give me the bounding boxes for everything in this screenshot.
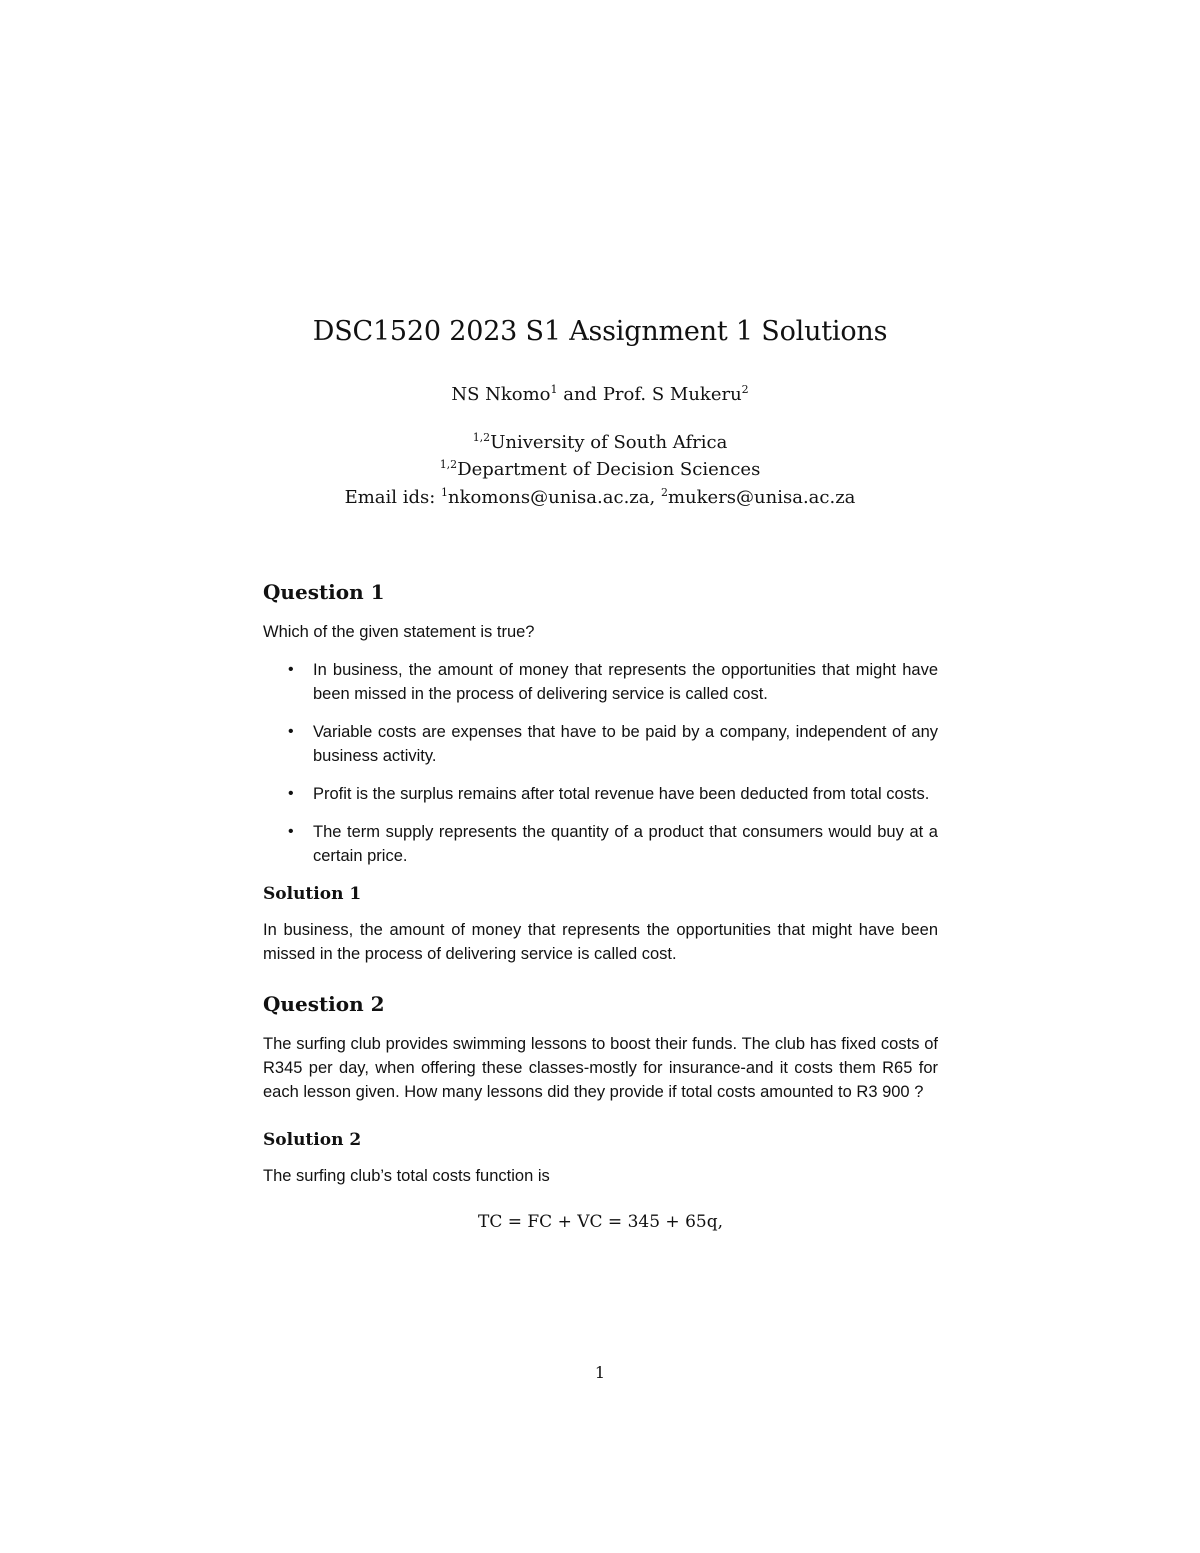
option-item: • In business, the amount of money that represents the opportunities that might have been missed in the process of delivering service is called cost. [313, 658, 938, 706]
email-1: nkomons@unisa.ac.za, [448, 487, 656, 508]
solution-1-heading: Solution 1 [263, 884, 362, 904]
email-line [0, 487, 1200, 508]
university-name: University of South Africa [490, 432, 728, 453]
email-label: Email ids: [344, 487, 442, 508]
author-2: Prof. S Mukeru [602, 384, 742, 405]
question-2-text: The surfing club provides swimming lessons to boost their funds. The club has fixed costs of R345 per day, when offering these classes-mostly for insurance-and it costs them R65 for each lesson given. How many lessons did they provide if total costs amounted to R3 900 ? [263, 1035, 938, 1101]
authors-and: and [557, 384, 603, 405]
page-number: 1 [594, 1363, 606, 1382]
affiliation-university [0, 432, 1200, 453]
department-name: Department of Decision Sciences [457, 459, 761, 480]
author-2-sup: 2 [741, 383, 749, 396]
question-1-options [263, 658, 938, 868]
document-body [263, 578, 938, 1234]
solution-2-text: The surfing club’s total costs function is [263, 1167, 550, 1185]
affil-sup-department: 1,2 [439, 458, 458, 471]
question-2-heading: Question 2 [263, 992, 385, 1016]
option-item: • The term supply represents the quantity of a product that consumers would buy at a certain price. [313, 820, 938, 868]
email-2: mukers@unisa.ac.za [667, 487, 856, 508]
author-1-sup: 1 [550, 383, 558, 396]
solution-2-heading: Solution 2 [263, 1130, 362, 1150]
affil-sup-university: 1,2 [472, 431, 491, 444]
email-2-sup: 2 [660, 486, 668, 499]
question-1-heading: Question 1 [263, 580, 385, 604]
authors-line [0, 384, 1200, 405]
option-item: • Profit is the surplus remains after total revenue have been deducted from total costs. [313, 782, 938, 806]
document-title: DSC1520 2023 S1 Assignment 1 Solutions [312, 316, 888, 347]
email-1-sup: 1 [441, 486, 449, 499]
solution-1-text: In business, the amount of money that represents the opportunities that might have been missed in the process of delivering service is called cost. [263, 921, 938, 963]
total-cost-equation: TC = FC + VC = 345 + 65q, [477, 1212, 723, 1232]
option-item: • Variable costs are expenses that have to be paid by a company, independent of any business activity. [313, 720, 938, 768]
affiliation-department [0, 459, 1200, 480]
question-1-prompt: Which of the given statement is true? [263, 623, 535, 641]
author-1: NS Nkomo [451, 384, 551, 405]
